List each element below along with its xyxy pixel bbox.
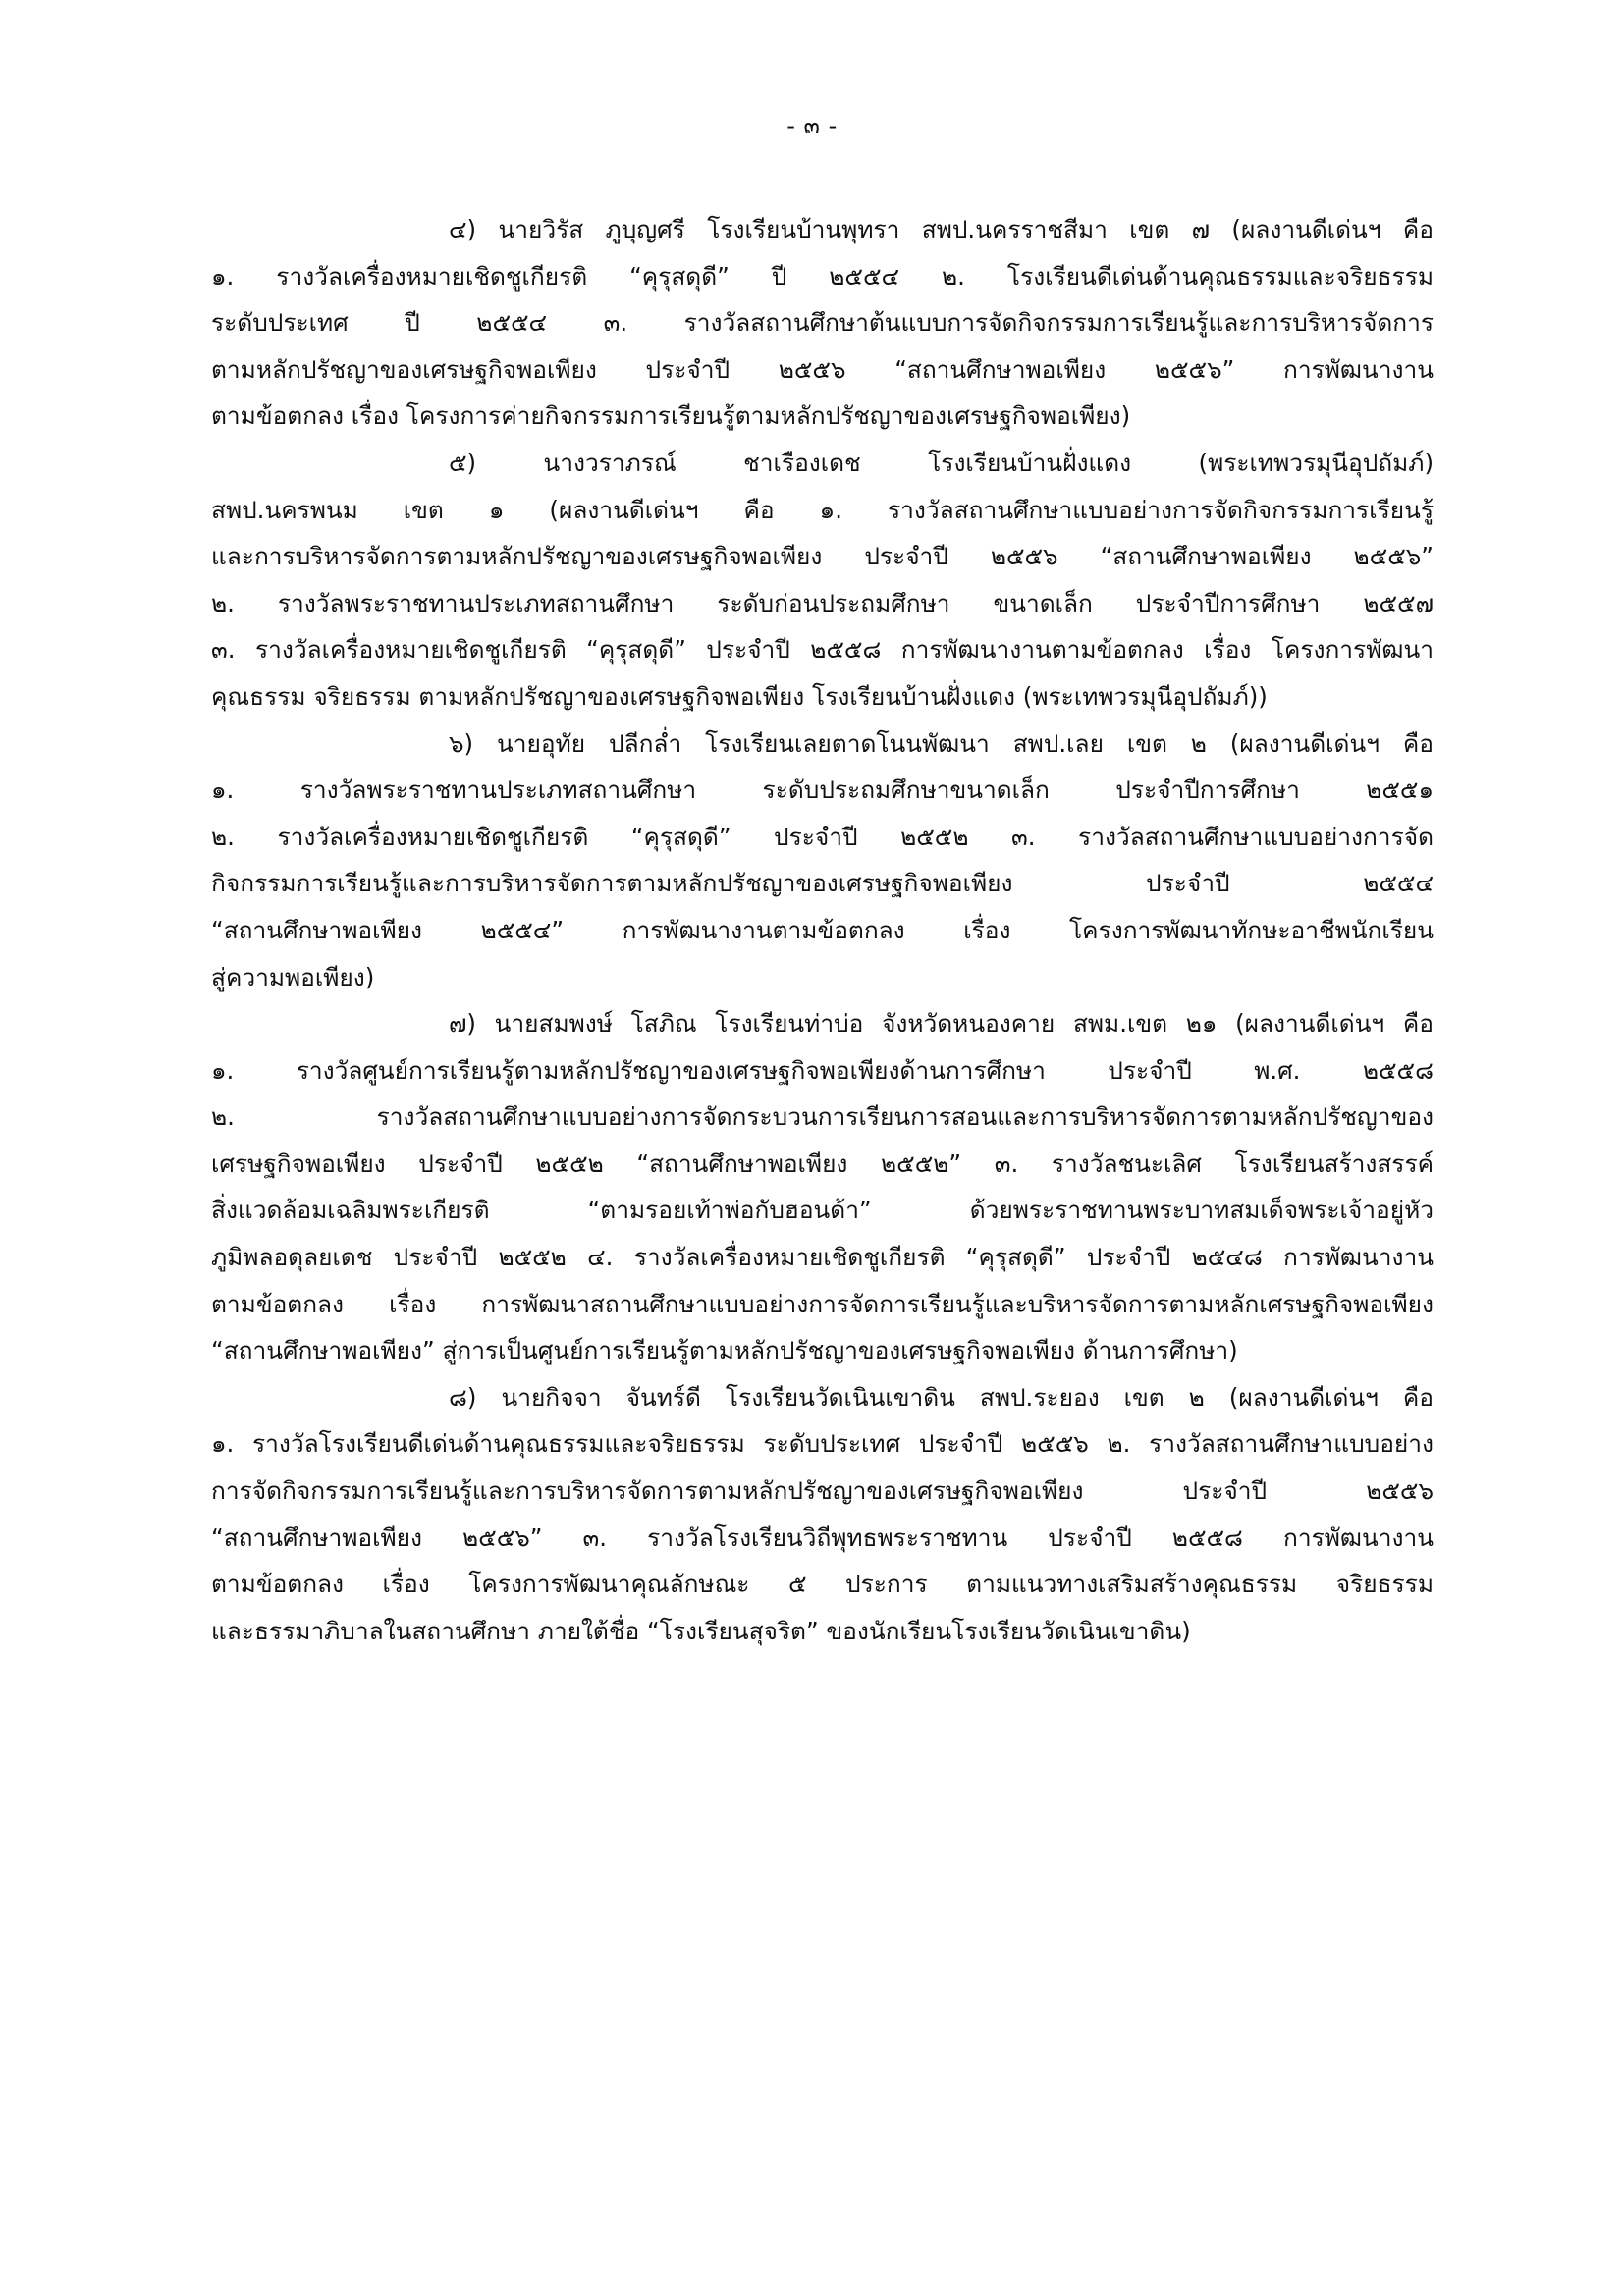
paragraph-line: ตามข้อตกลง เรื่อง โครงการค่ายกิจกรรมการเรียนรู้ตามหลักปรัชญาของเศรษฐกิจพอเพียง) — [211, 401, 1131, 431]
paragraph-line: สิ่งแวดล้อมเฉลิมพระเกียรติ “ตามรอยเท้าพ่อกับฮอนด้า” ด้วยพระราชทานพระบาทสมเด็จพระเจ้าอยู่หัว — [211, 1196, 1434, 1225]
paragraph-line: การจัดกิจกรรมการเรียนรู้และการบริหารจัดการตามหลักปรัชญาของเศรษฐกิจพอเพียง ประจำปี ๒๕๕๖ — [211, 1476, 1434, 1506]
paragraph-line: ๔) นายวิรัส ภูบุญศรี โรงเรียนบ้านพุทรา สพป.นครราชสีมา เขต ๗ (ผลงานดีเด่นฯ คือ — [449, 215, 1434, 243]
paragraph-line: “สถานศึกษาพอเพียง ๒๕๕๔” การพัฒนางานตามข้อตกลง เรื่อง โครงการพัฒนาทักษะอาชีพนักเรียน — [211, 915, 1434, 944]
paragraph-line: สู่ความพอเพียง) — [211, 962, 375, 991]
paragraph-line: ๒. รางวัลสถานศึกษาแบบอย่างการจัดกระบวนการเรียนการสอนและการบริหารจัดการตามหลักปรัชญาของ — [211, 1102, 1434, 1132]
paragraph-line: ๑. รางวัลโรงเรียนดีเด่นด้านคุณธรรมและจริยธรรม ระดับประเทศ ประจำปี ๒๕๕๖ ๒. รางวัลสถานศึกษาแบบอย่าง — [211, 1429, 1434, 1459]
paragraph-line: เศรษฐกิจพอเพียง ประจำปี ๒๕๕๒ “สถานศึกษาพอเพียง ๒๕๕๒” ๓. รางวัลชนะเลิศ โรงเรียนสร้างสรรค์ — [211, 1148, 1434, 1178]
paragraph-line: “สถานศึกษาพอเพียง” สู่การเป็นศูนย์การเรียนรู้ตามหลักปรัชญาของเศรษฐกิจพอเพียง ด้านการศึกษา) — [211, 1336, 1238, 1365]
paragraph-line: ๒. รางวัลเครื่องหมายเชิดชูเกียรติ “คุรุสดุดี” ประจำปี ๒๕๕๒ ๓. รางวัลสถานศึกษาแบบอย่างการจัด — [211, 822, 1434, 851]
award-entry-5 — [211, 440, 1434, 721]
paragraph-line: ๖) นายอุทัย ปลีกล่ำ โรงเรียนเลยตาดโนนพัฒนา สพป.เลย เขต ๒ (ผลงานดีเด่นฯ คือ — [449, 728, 1434, 758]
paragraph-line: ภูมิพลอดุลยเดช ประจำปี ๒๕๕๒ ๔. รางวัลเครื่องหมายเชิดชูเกียรติ “คุรุสดุดี” ประจำปี ๒๕๔๘ การพัฒนางาน — [211, 1243, 1434, 1272]
document-body — [211, 206, 1434, 1654]
paragraph-line: ๑. รางวัลเครื่องหมายเชิดชูเกียรติ “คุรุสดุดี” ปี ๒๕๕๔ ๒. โรงเรียนดีเด่นด้านคุณธรรมและจริยธรรม — [211, 261, 1434, 291]
paragraph-line: คุณธรรม จริยธรรม ตามหลักปรัชญาของเศรษฐกิจพอเพียง โรงเรียนบ้านฝั่งแดง (พระเทพวรมุนีอุปถัมภ์)) — [211, 681, 1268, 711]
paragraph-line: ระดับประเทศ ปี ๒๕๕๔ ๓. รางวัลสถานศึกษาต้นแบบการจัดกิจกรรมการเรียนรู้และการบริหารจัดการ — [211, 308, 1434, 338]
paragraph-line: และธรรมาภิบาลในสถานศึกษา ภายใต้ชื่อ “โรงเรียนสุจริต” ของนักเรียนโรงเรียนวัดเนินเขาดิน) — [211, 1616, 1191, 1645]
paragraph-line: ๑. รางวัลศูนย์การเรียนรู้ตามหลักปรัชญาของเศรษฐกิจพอเพียงด้านการศึกษา ประจำปี พ.ศ. ๒๕๕๘ — [211, 1055, 1434, 1085]
award-entry-4 — [211, 206, 1434, 440]
award-entry-7 — [211, 1000, 1434, 1374]
paragraph-line: ตามข้อตกลง เรื่อง การพัฒนาสถานศึกษาแบบอย่างการจัดการเรียนรู้และบริหารจัดการตามหลักเศรษฐกิจพอเพียง — [211, 1289, 1434, 1318]
award-entry-6 — [211, 721, 1434, 1001]
page-number: - ๓ - — [786, 112, 838, 139]
paragraph-line: ตามหลักปรัชญาของเศรษฐกิจพอเพียง ประจำปี ๒๕๕๖ “สถานศึกษาพอเพียง ๒๕๕๖” การพัฒนางาน — [211, 354, 1434, 384]
paragraph-line: ๑. รางวัลพระราชทานประเภทสถานศึกษา ระดับประถมศึกษาขนาดเล็ก ประจำปีการศึกษา ๒๕๕๑ — [211, 775, 1434, 805]
award-entry-8 — [211, 1374, 1434, 1655]
paragraph-line: ๓. รางวัลเครื่องหมายเชิดชูเกียรติ “คุรุสดุดี” ประจำปี ๒๕๕๘ การพัฒนางานตามข้อตกลง เรื่อง โครงการพัฒนา — [211, 635, 1434, 665]
paragraph-line: “สถานศึกษาพอเพียง ๒๕๕๖” ๓. รางวัลโรงเรียนวิถีพุทธพระราชทาน ประจำปี ๒๕๕๘ การพัฒนางาน — [211, 1522, 1434, 1552]
paragraph-line: สพป.นครพนม เขต ๑ (ผลงานดีเด่นฯ คือ ๑. รางวัลสถานศึกษาแบบอย่างการจัดกิจกรรมการเรียนรู้ — [211, 495, 1434, 524]
paragraph-line: ตามข้อตกลง เรื่อง โครงการพัฒนาคุณลักษณะ ๕ ประการ ตามแนวทางเสริมสร้างคุณธรรม จริยธรรม — [211, 1570, 1434, 1599]
paragraph-line: และการบริหารจัดการตามหลักปรัชญาของเศรษฐกิจพอเพียง ประจำปี ๒๕๕๖ “สถานศึกษาพอเพียง ๒๕๕๖” — [211, 542, 1434, 571]
paragraph-line: ๗) นายสมพงษ์ โสภิณ โรงเรียนท่าบ่อ จังหวัดหนองคาย สพม.เขต ๒๑ (ผลงานดีเด่นฯ คือ — [449, 1009, 1434, 1039]
paragraph-line: ๒. รางวัลพระราชทานประเภทสถานศึกษา ระดับก่อนประถมศึกษา ขนาดเล็ก ประจำปีการศึกษา ๒๕๕๗ — [211, 588, 1434, 617]
paragraph-line: กิจกรรมการเรียนรู้และการบริหารจัดการตามหลักปรัชญาของเศรษฐกิจพอเพียง ประจำปี ๒๕๕๔ — [211, 869, 1434, 898]
paragraph-line: ๕) นางวราภรณ์ ชาเรืองเดช โรงเรียนบ้านฝั่งแดง (พระเทพวรมุนีอุปถัมภ์) — [449, 448, 1434, 477]
paragraph-line: ๘) นายกิจจา จันทร์ดี โรงเรียนวัดเนินเขาดิน สพป.ระยอง เขต ๒ (ผลงานดีเด่นฯ คือ — [449, 1382, 1434, 1412]
